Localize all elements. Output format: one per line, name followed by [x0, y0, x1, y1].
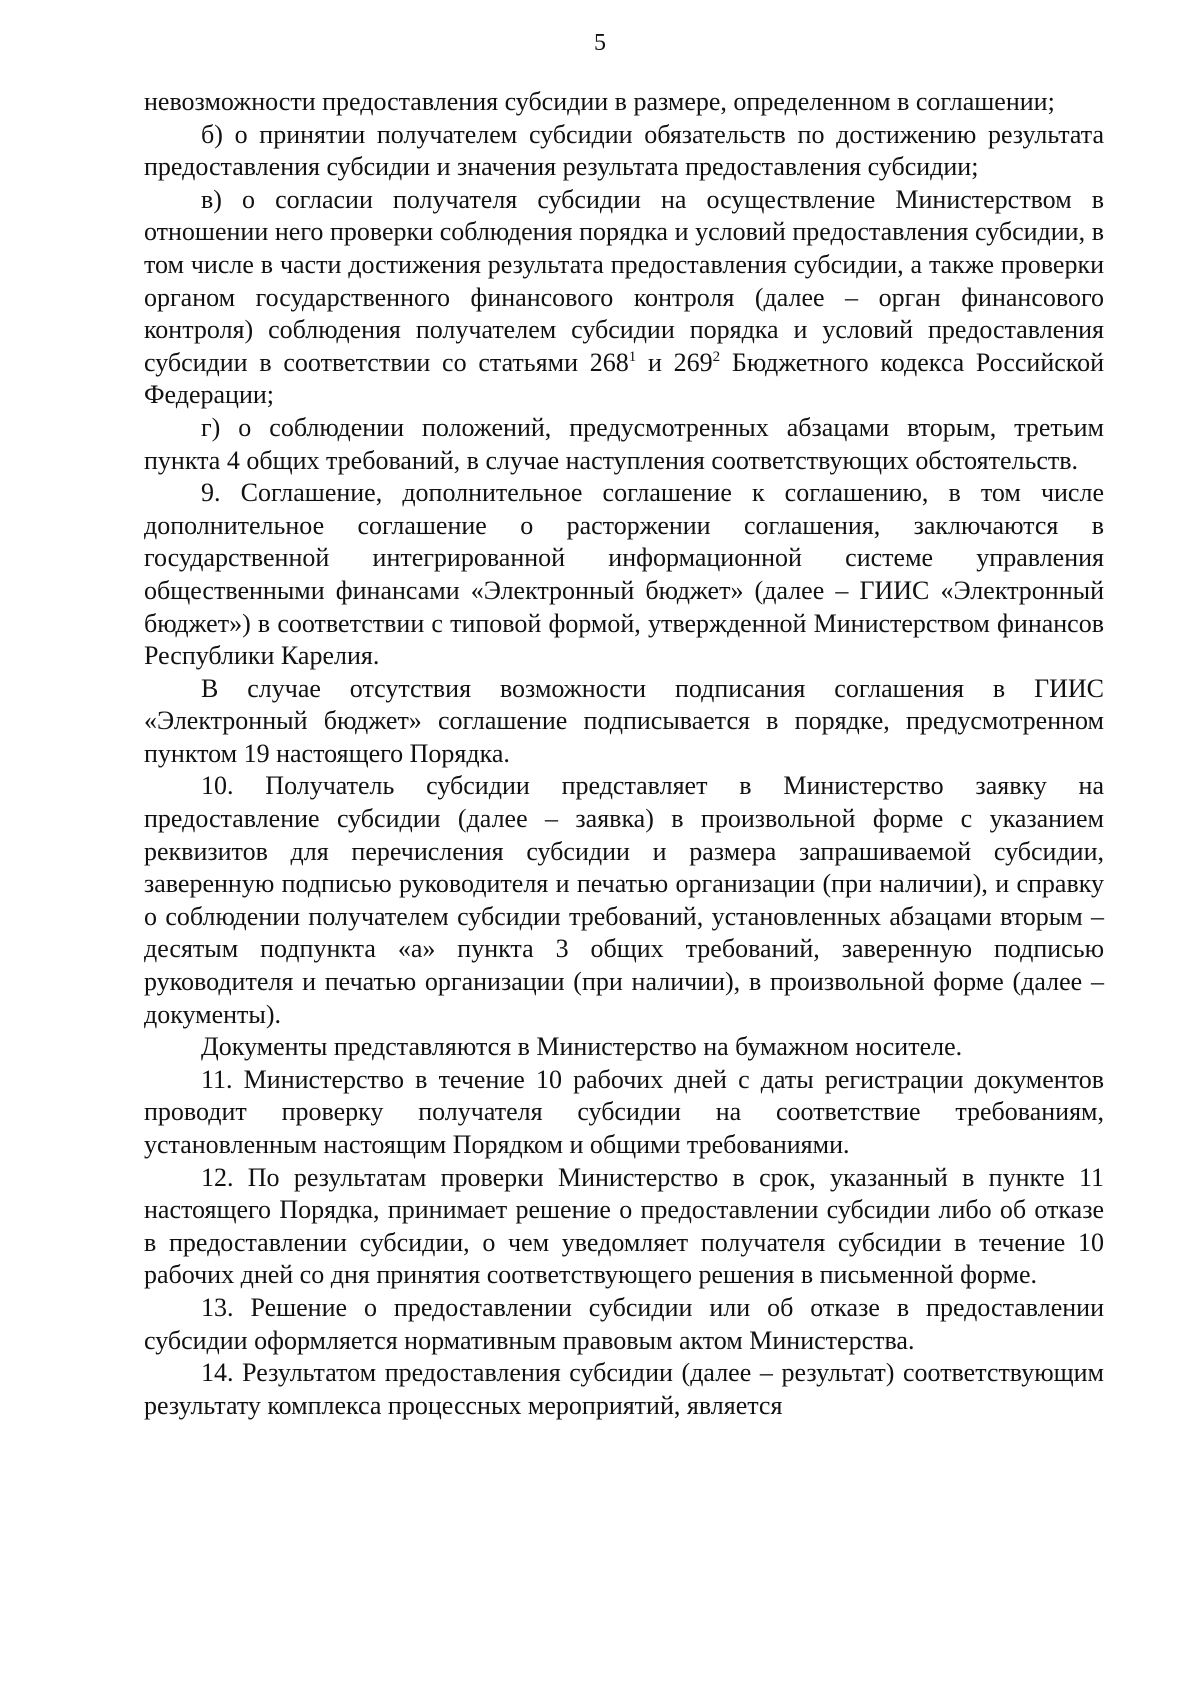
article-269-superscript: 2	[712, 348, 721, 365]
article-268-superscript: 1	[628, 348, 637, 365]
paragraph-13: 13. Решение о предоставлении субсидии или об отказе в предоставлении субсидии оформляется нормативным правовым актом Министерства.	[144, 1292, 1104, 1355]
paragraph-10: 10. Получатель субсидии представляет в Министерство заявку на предоставление субсидии (далее – заявка) в произвольной форме с указанием реквизитов для перечисления субсидии и размера запрашиваемой субсидии, заверенную подписью руководителя и печатью организации (при наличии), и справку о соблюдении получателем субсидии требований, установленных абзацами вторым – десятым подпункта «а» пункта 3 общих требований, заверенную подписью руководителя и печатью организации (при наличии), в произвольной форме (далее – документы).	[144, 771, 1104, 1029]
paragraph-11: 11. Министерство в течение 10 рабочих дней с даты регистрации документов проводит проверку получателя субсидии на соответствие требованиям, установленным настоящим Порядком и общими требованиями.	[144, 1064, 1104, 1159]
paragraph-9: 9. Соглашение, дополнительное соглашение к соглашению, в том числе дополнительное соглашение о расторжении соглашения, заключаются в государственной интегрированной информационной системе управления общественными финансами «Электронный бюджет» (далее – ГИИС «Электронный бюджет») в соответствии с типовой формой, утвержденной Министерством финансов Республики Карелия.	[144, 478, 1104, 671]
paragraph-documents-paper: Документы представляются в Министерство на бумажном носителе.	[201, 1032, 963, 1062]
document-body	[144, 86, 1104, 1422]
paragraph-12: 12. По результатам проверки Министерство в срок, указанный в пункте 11 настоящего Порядка, принимает решение о предоставлении субсидии либо об отказе в предоставлении субсидии, о чем уведомляет получателя субсидии в течение 10 рабочих дней со дня принятия соответствующего решения в письменной форме.	[144, 1162, 1104, 1290]
paragraph-item-v-end-text: Бюджетного кодекса Российской Федерации;	[144, 347, 1105, 410]
paragraph-item-v	[144, 184, 1104, 412]
paragraph-continuation: невозможности предоставления субсидии в размере, определенном в соглашении;	[144, 87, 1055, 116]
paragraph-14: 14. Результатом предоставления субсидии (далее – результат) соответствующим результату комплекса процессных мероприятий, является	[144, 1358, 1104, 1420]
page-number: 5	[594, 30, 606, 56]
paragraph-item-b: б) о принятии получателем субсидии обязательств по достижению результата предоставления субсидии и значения результата предоставления субсидии;	[144, 119, 1104, 182]
paragraph-item-g: г) о соблюдении положений, предусмотренных абзацами вторым, третьим пункта 4 общих требований, в случае наступления соответствующих обстоятельств.	[144, 412, 1104, 475]
paragraph-item-v-middle-text: и 269	[636, 347, 713, 377]
paragraph-item-v-main-text: в) о согласии получателя субсидии на осуществление Министерством в отношении него проверки соблюдения порядка и условий предоставления субсидии, в том числе в части достижения результата предоставления субсидии, а также проверки органом государственного финансового контроля (далее – орган финансового контроля) соблюдения получателем субсидии порядка и условий предоставления субсидии в соответствии со статьями 268	[144, 184, 1104, 377]
paragraph-9-signing-case: В случае отсутствия возможности подписания соглашения в ГИИС «Электронный бюджет» соглашение подписывается в порядке, предусмотренном пунктом 19 настоящего Порядка.	[144, 673, 1104, 768]
